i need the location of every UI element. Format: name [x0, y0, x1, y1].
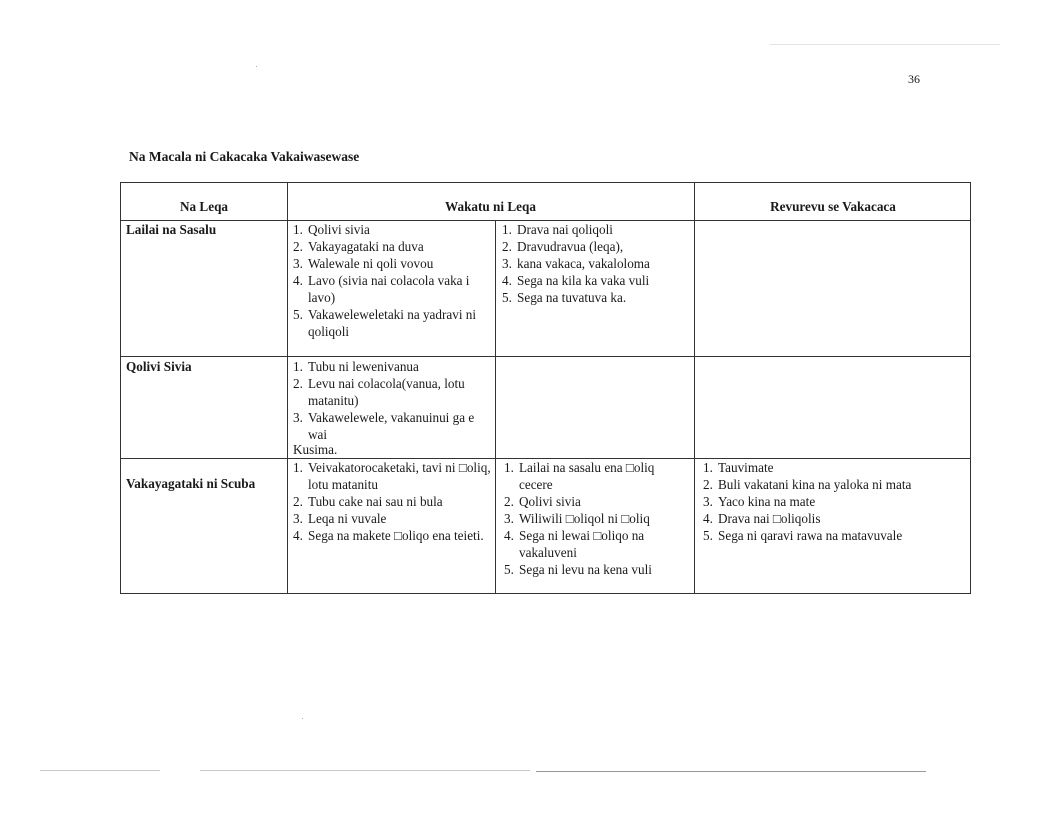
- list-item: 4. Drava nai □oliqolis: [703, 511, 821, 526]
- document-title: Na Macala ni Cakacaka Vakaiwasewase: [129, 149, 360, 164]
- list-item: 3. Leqa ni vuvale: [293, 511, 387, 526]
- row1-effects-list: [502, 221, 690, 306]
- list-item: 2. Tubu cake nai sau ni bula: [293, 494, 443, 509]
- scan-artifact-line: [770, 44, 1000, 45]
- list-item: 1. Qolivi sivia: [293, 222, 370, 237]
- list-item: 5. Sega na tuvatuva ka.: [502, 290, 627, 305]
- list-item: 1. Veivakatorocaketaki, tavi ni □oliq, lotu matanitu: [293, 460, 491, 492]
- row2-extra-text: Kusima.: [293, 442, 338, 457]
- list-item: 2. Vakayagataki na duva: [293, 239, 424, 254]
- row-label-lailai-na-sasalu: Lailai na Sasalu: [126, 222, 217, 237]
- scan-speck: [256, 66, 257, 67]
- list-item: 3. Vakawelewele, vakanuinui ga e wai: [293, 410, 475, 442]
- list-item: 5. Sega ni levu na kena vuli: [504, 562, 652, 577]
- header-na-leqa: Na Leqa: [180, 199, 228, 214]
- row-label-vakayagataki-ni-scuba: Vakayagataki ni Scuba: [126, 476, 256, 491]
- issues-table: [120, 182, 971, 594]
- list-item: 2. Dravudravua (leqa),: [502, 239, 624, 254]
- list-item: 2. Buli vakatani kina na yaloka ni mata: [703, 477, 912, 492]
- list-item: 1. Drava nai qoliqoli: [502, 222, 613, 237]
- row1-causes-list: [293, 221, 491, 340]
- row-label-qolivi-sivia: Qolivi Sivia: [126, 359, 192, 374]
- column-divider: [495, 220, 496, 593]
- list-item: 3. kana vakaca, vakaloloma: [502, 256, 650, 271]
- list-item: 2. Levu nai colacola(vanua, lotu matanitu): [293, 376, 465, 408]
- scan-artifact-line: [40, 770, 160, 771]
- list-item: 1. Tauvimate: [703, 460, 774, 475]
- list-item: 4. Sega na makete □oliqo ena teieti.: [293, 528, 484, 543]
- page-number: 36: [908, 72, 920, 86]
- header-wakatu-ni-leqa: Wakatu ni Leqa: [445, 199, 536, 214]
- scan-artifact-line: [536, 771, 926, 772]
- list-item: 2. Qolivi sivia: [504, 494, 581, 509]
- list-item: 5. Vakaweleweletaki na yadravi ni qoliqoli: [293, 307, 477, 339]
- row3-causes-list: [293, 459, 491, 544]
- list-item: 3. Wiliwili □oliqol ni □oliq: [504, 511, 650, 526]
- list-item: 3. Yaco kina na mate: [703, 494, 816, 509]
- row3-effects-list: [504, 459, 690, 578]
- list-item: 5. Sega ni qaravi rawa na matavuvale: [703, 528, 903, 543]
- row-divider: [121, 356, 970, 357]
- list-item: 1. Lailai na sasalu ena □oliq cecere: [504, 460, 655, 492]
- list-item: 3. Walewale ni qoli vovou: [293, 256, 434, 271]
- list-item: 1. Tubu ni lewenivanua: [293, 359, 419, 374]
- column-divider: [287, 183, 288, 593]
- list-item: 4. Sega ni lewai □oliqo na vakaluveni: [504, 528, 645, 560]
- column-divider: [694, 183, 695, 593]
- scan-speck: [302, 718, 303, 719]
- list-item: 4. Lavo (sivia nai colacola vaka i lavo): [293, 273, 470, 305]
- scan-artifact-line: [200, 770, 530, 771]
- row3-consequences-list: [703, 459, 968, 544]
- row2-causes-list: [293, 358, 491, 443]
- list-item: 4. Sega na kila ka vaka vuli: [502, 273, 650, 288]
- header-revurevu: Revurevu se Vakacaca: [770, 199, 896, 214]
